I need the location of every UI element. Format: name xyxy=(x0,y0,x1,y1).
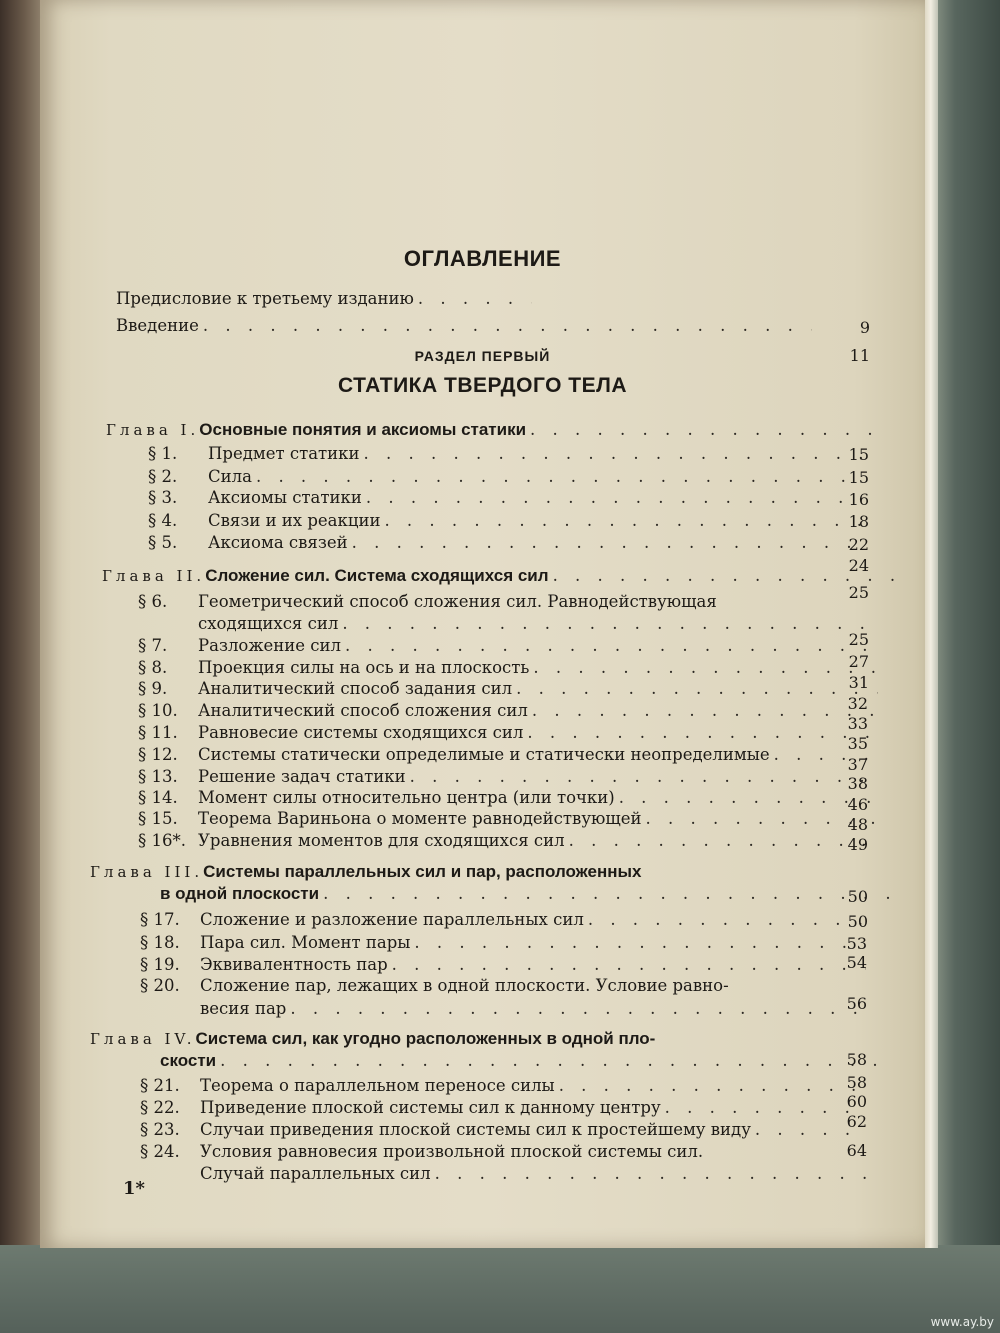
page-number: 48 xyxy=(847,815,868,834)
section-number: § 12. xyxy=(138,745,178,764)
leader-dots xyxy=(345,636,878,655)
toc-section-entry xyxy=(140,1076,870,1095)
background-bottom xyxy=(0,1245,1000,1333)
section-number: § 13. xyxy=(138,767,178,786)
section-number: § 18. xyxy=(140,933,180,952)
leader-dots xyxy=(533,658,878,677)
section-title: Теорема о параллельном переносе силы xyxy=(200,1076,555,1095)
toc-section-entry xyxy=(148,533,866,552)
page-number: 64 xyxy=(846,1141,867,1160)
page-number: 15 xyxy=(848,468,869,487)
section-number: § 6. xyxy=(138,592,168,611)
leader-dots xyxy=(256,467,862,486)
section-number: § 4. xyxy=(148,511,178,530)
section-number: § 5. xyxy=(148,533,178,552)
leader-dots xyxy=(392,955,866,974)
section-number: § 20. xyxy=(140,976,180,995)
leader-dots xyxy=(559,1076,866,1095)
part-label: РАЗДЕЛ ПЕРВЫЙ xyxy=(414,348,551,364)
page-number: 53 xyxy=(846,934,867,953)
section-title: Связи и их реакции xyxy=(208,511,381,530)
section-title: Случаи приведения плоской системы сил к простейшему виду xyxy=(200,1120,751,1139)
page-number: 46 xyxy=(847,795,868,814)
toc-section-entry xyxy=(140,1098,870,1117)
leader-dots xyxy=(220,1051,896,1070)
toc-section-entry xyxy=(138,788,882,807)
section-title: Решение задач статики xyxy=(198,767,406,786)
leader-dots xyxy=(532,701,878,720)
toc-section-entry xyxy=(138,745,882,764)
leader-dots xyxy=(516,679,878,698)
page-number: 50 xyxy=(847,912,868,931)
entry-text: Введение xyxy=(116,316,199,335)
page-number: 22 xyxy=(848,535,869,554)
page-number: 56 xyxy=(846,994,867,1013)
section-number: § 17. xyxy=(140,910,180,929)
toc-section-entry xyxy=(140,976,870,995)
page-number: 25 xyxy=(848,583,869,602)
section-title: Сложение и разложение параллельных сил xyxy=(200,910,584,929)
toc-section-entry xyxy=(138,701,882,720)
section-title: Сложение пар, лежащих в одной плоскости. Условие равно- xyxy=(200,976,729,995)
page-number: 62 xyxy=(846,1112,867,1131)
leader-dots xyxy=(410,767,878,786)
section-title: Аналитический способ задания сил xyxy=(198,679,513,698)
page-number: 16 xyxy=(848,490,869,509)
chapter-heading-3 xyxy=(90,862,900,882)
page-number: 25 xyxy=(848,630,869,649)
chapter-title: скости xyxy=(160,1051,217,1070)
section-title: Эквивалентность пар xyxy=(200,955,388,974)
leader-dots xyxy=(323,884,896,903)
book-page xyxy=(40,0,925,1248)
page-title: ОГЛАВЛЕНИЕ xyxy=(403,246,562,271)
section-title: Уравнения моментов для сходящихся сил xyxy=(198,831,565,850)
chapter-heading-3 xyxy=(160,884,900,904)
section-number: § 11. xyxy=(138,723,178,742)
section-number: § 16*. xyxy=(138,831,186,850)
section-title: Условия равновесия произвольной плоской системы сил. xyxy=(200,1142,704,1161)
toc-entry-preface xyxy=(116,289,536,308)
chapter-heading-1 xyxy=(106,420,888,440)
leader-dots xyxy=(414,933,866,952)
page-number: 54 xyxy=(846,953,867,972)
section-title: весия пар xyxy=(200,999,287,1018)
section-number: § 9. xyxy=(138,679,168,698)
toc-section-entry xyxy=(200,1164,870,1183)
section-number: § 14. xyxy=(138,788,178,807)
chapter-label: Глава II. xyxy=(102,567,206,585)
toc-section-entry xyxy=(138,723,882,742)
chapter-heading-2 xyxy=(102,566,898,586)
page-number: 60 xyxy=(846,1092,867,1111)
leader-dots xyxy=(588,910,866,929)
leader-dots xyxy=(352,533,862,552)
chapter-title: Сложение сил. Система сходящихся сил xyxy=(205,566,549,585)
page-number: 38 xyxy=(847,774,868,793)
toc-section-entry xyxy=(148,467,866,486)
page-number: 27 xyxy=(848,652,869,671)
page-number: 58 xyxy=(846,1073,867,1092)
section-title: Системы статически определимые и статически неопределимые xyxy=(198,745,770,764)
toc-section-entry xyxy=(148,511,866,530)
page-number: 32 xyxy=(847,694,868,713)
leader-dots xyxy=(435,1164,866,1183)
toc-entry-introduction xyxy=(116,316,816,335)
section-title: Равновесие системы сходящихся сил xyxy=(198,723,524,742)
section-title: Аналитический способ сложения сил xyxy=(198,701,528,720)
toc-section-entry xyxy=(138,831,882,850)
leader-dots xyxy=(366,488,862,507)
chapter-heading-4 xyxy=(160,1051,900,1071)
toc-section-entry xyxy=(140,955,870,974)
page-number: 37 xyxy=(847,755,868,774)
entry-text: Предисловие к третьему изданию xyxy=(116,289,414,308)
chapter-title: Системы параллельных сил и пар, расположенных xyxy=(203,862,642,881)
leader-dots xyxy=(530,420,884,439)
part-title: СТАТИКА ТВЕРДОГО ТЕЛА xyxy=(337,374,628,397)
toc-section-entry xyxy=(140,1120,870,1139)
section-number: § 1. xyxy=(148,444,178,463)
chapter-label: Глава I. xyxy=(106,421,200,439)
section-title: Приведение плоской системы сил к данному центру xyxy=(200,1098,661,1117)
chapter-title: в одной плоскости xyxy=(160,884,320,903)
section-number: § 10. xyxy=(138,701,178,720)
toc-section-entry xyxy=(138,636,882,655)
section-number: § 22. xyxy=(140,1098,180,1117)
leader-dots xyxy=(418,289,532,308)
section-number: § 8. xyxy=(138,658,168,677)
page-number: 15 xyxy=(848,445,869,464)
toc-section-entry xyxy=(138,809,882,828)
section-title: Аксиомы статики xyxy=(208,488,362,507)
leader-dots xyxy=(203,316,812,335)
section-number: § 7. xyxy=(138,636,168,655)
toc-section-entry xyxy=(148,488,866,507)
section-title: Предмет статики xyxy=(208,444,360,463)
toc-section-entry xyxy=(138,767,882,786)
toc-section-entry xyxy=(138,658,882,677)
section-title: Геометрический способ сложения сил. Равнодействующая xyxy=(198,592,717,611)
leader-dots xyxy=(364,444,863,463)
toc-section-entry xyxy=(200,999,870,1018)
watermark: www.ay.by xyxy=(930,1315,994,1329)
toc-section-entry xyxy=(198,614,882,633)
section-number: § 3. xyxy=(148,488,178,507)
section-title: Проекция силы на ось и на плоскость xyxy=(198,658,530,677)
leader-dots xyxy=(527,723,878,742)
page-number: 58 xyxy=(846,1050,867,1069)
page-number: 33 xyxy=(847,714,868,733)
section-title: Теорема Вариньона о моменте равнодействующей xyxy=(198,809,642,828)
section-title: сходящихся сил xyxy=(198,614,339,633)
signature-mark: 1* xyxy=(123,1178,145,1199)
section-number: § 19. xyxy=(140,955,180,974)
section-title: Пара сил. Момент пары xyxy=(200,933,411,952)
page-number: 24 xyxy=(848,556,869,575)
toc-section-entry xyxy=(138,679,882,698)
section-title: Сила xyxy=(208,467,252,486)
toc-section-entry xyxy=(140,933,870,952)
chapter-label: Глава III. xyxy=(90,863,204,881)
section-number: § 15. xyxy=(138,809,178,828)
chapter-title: Система сил, как угодно расположенных в одной пло- xyxy=(195,1029,656,1048)
leader-dots xyxy=(384,511,862,530)
section-title: Разложение сил xyxy=(198,636,342,655)
chapter-heading-4 xyxy=(90,1029,900,1049)
toc-section-entry xyxy=(138,592,882,611)
section-number: § 24. xyxy=(140,1142,180,1161)
toc-section-entry xyxy=(140,910,870,929)
page-number: 11 xyxy=(849,346,870,365)
chapter-label: Глава IV. xyxy=(90,1030,196,1048)
toc-section-entry xyxy=(140,1142,870,1161)
page-number: 31 xyxy=(848,673,869,692)
section-title: Случай параллельных сил xyxy=(200,1164,431,1183)
toc-section-entry xyxy=(148,444,866,463)
chapter-title: Основные понятия и аксиомы статики xyxy=(199,420,527,439)
table-of-contents xyxy=(40,0,925,1248)
leader-dots xyxy=(342,614,878,633)
section-number: § 23. xyxy=(140,1120,180,1139)
leader-dots xyxy=(290,999,866,1018)
section-number: § 2. xyxy=(148,467,178,486)
section-number: § 21. xyxy=(140,1076,180,1095)
page-number: 9 xyxy=(859,318,870,337)
page-number: 50 xyxy=(847,887,868,906)
page-number: 35 xyxy=(847,734,868,753)
section-title: Момент силы относительно центра (или точки) xyxy=(198,788,615,807)
page-number: 49 xyxy=(847,835,868,854)
page-number: 18 xyxy=(848,512,869,531)
section-title: Аксиома связей xyxy=(208,533,348,552)
